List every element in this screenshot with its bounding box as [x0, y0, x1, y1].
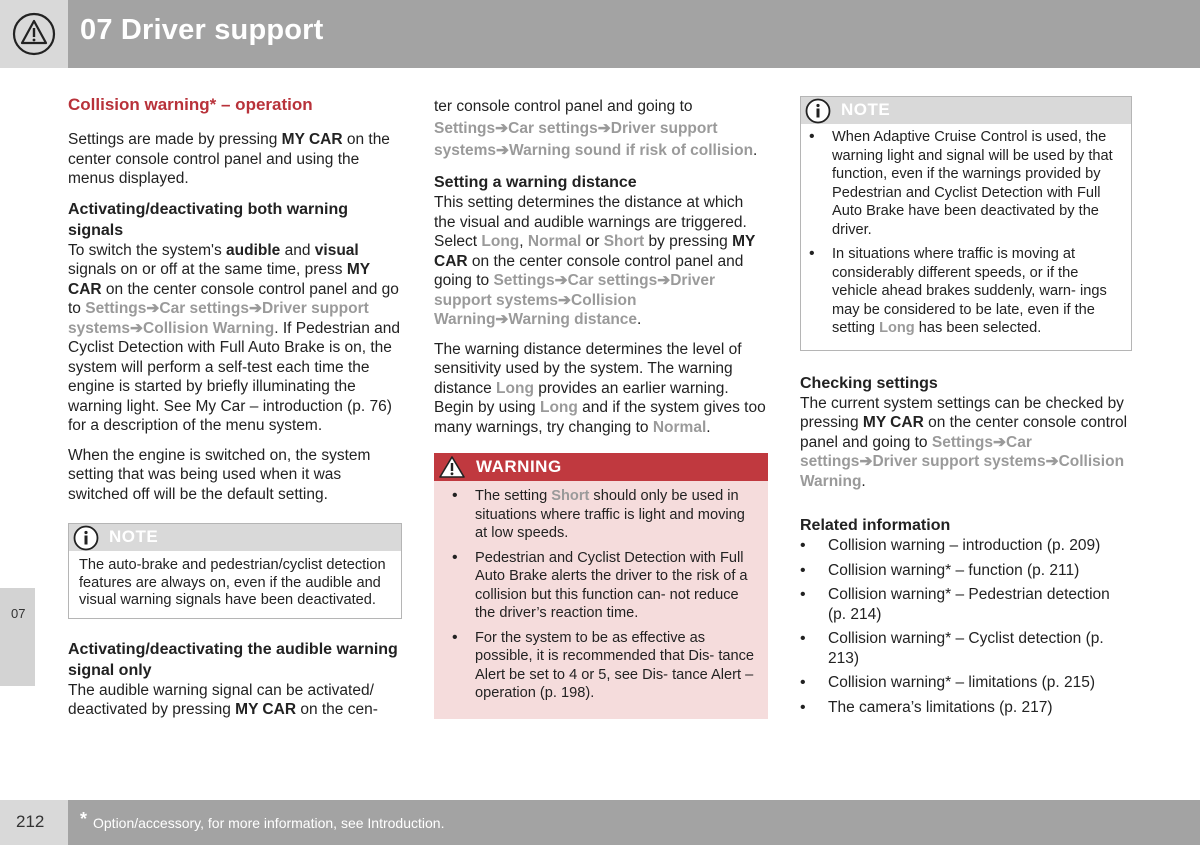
checking-settings-paragraph: The current system settings can be checked by pressing MY CAR on the center console control panel and going to Settings➔Car settings➔Driver support systems➔Collision Warning.: [800, 394, 1128, 490]
chapter-tab-label: 07: [11, 606, 26, 621]
warning-triangle-icon: [438, 455, 466, 479]
warning-body: [434, 481, 768, 719]
note-item: • In situations where traffic is moving at considerably different speeds, or if the vehicle ahead brakes suddenly, warn- ings may be considered to be late, even if the setting Long has been selected.: [801, 245, 1121, 338]
note-box: [68, 523, 402, 619]
subheading-related-info: Related information: [800, 517, 951, 534]
subheading-audible-only: Activating/deactivating the audible warning signal only: [68, 640, 398, 679]
column-3: [800, 96, 1132, 722]
related-link[interactable]: • Collision warning* – function (p. 211): [800, 561, 1132, 581]
subheading-both-signals: Activating/deactivating both warning signals: [68, 200, 349, 239]
note-label: NOTE: [841, 100, 891, 119]
section-heading: Collision warning* – operation: [68, 95, 313, 114]
column-2: [434, 96, 768, 729]
intro-paragraph: Settings are made by pressing MY CAR on the center console control panel and using the menus displayed.: [68, 131, 390, 187]
related-link[interactable]: • Collision warning* – Cyclist detection (p. 213): [800, 629, 1132, 668]
sensitivity-paragraph: The warning distance determines the level of sensitivity used by the system. The warning distance Long provides an earlier warning. Begin by using Long and if the system gives too many warnings, try changing to Normal.: [434, 340, 766, 436]
related-link[interactable]: • Collision warning* – limitations (p. 215): [800, 673, 1132, 693]
warning-item: • Pedestrian and Cyclist Detection with Full Auto Brake alerts the driver to the risk of a collision but this function can- not reduce the driver’s reaction time.: [444, 549, 758, 623]
subheading-checking-settings: Checking settings: [800, 374, 938, 392]
page-footer: [0, 800, 1200, 845]
warning-box: [434, 453, 768, 719]
default-setting-paragraph: When the engine is switched on, the system setting that was being used when it was switched off will be the default setting.: [68, 446, 371, 503]
note-header: [69, 524, 401, 551]
related-link[interactable]: • The camera’s limitations (p. 217): [800, 698, 1132, 718]
header-icon-box: [0, 0, 68, 68]
footnote-asterisk: *: [80, 809, 88, 829]
continued-paragraph: ter console control panel and going to Settings➔Car settings➔Driver support systems➔Warning sound if risk of collision.: [434, 98, 758, 159]
note-box: [800, 96, 1132, 351]
page-title: 07 Driver support: [80, 14, 324, 46]
warning-label: WARNING: [476, 457, 562, 476]
related-link[interactable]: • Collision warning – introduction (p. 209): [800, 536, 1132, 556]
note-header: [801, 97, 1131, 124]
both-signals-paragraph: To switch the system's audible and visual signals on or off at the same time, press MY CAR on the center console control panel and go to Settings➔Car settings➔Driver support systems➔Collision Warning. If Pedestrian and Cyclist Detection with Full Auto Brake is on, the system will perform a self-test each time the engine is started by briefly illuminating the warning light. See My Car – introduction (p. 76) for a description of the menu system.: [68, 241, 401, 434]
info-icon: [805, 98, 831, 124]
warning-distance-paragraph: This setting determines the distance at which the visual and audible warnings are triggered. Select Long, Normal or Short by pressing MY CAR on the center console control panel and going to Settings➔Car settings➔Driver support systems➔Collision Warning➔Warning distance.: [434, 194, 756, 328]
related-link[interactable]: • Collision warning* – Pedestrian detection (p. 214): [800, 585, 1132, 624]
warning-header: [434, 453, 768, 481]
note-item: • When Adaptive Cruise Control is used, the warning light and signal will be used by that function, even if the warnings provided by Pedestrian and Cyclist Detection with Full Auto Brake have been deactivated by the driver.: [801, 128, 1121, 239]
note-text: The auto-brake and pedestrian/cyclist detection features are always on, even if the audible and visual warning signals have been deactivated.: [79, 557, 386, 608]
warning-item: • The setting Short should only be used in situations where traffic is light and moving at low speeds.: [444, 487, 758, 543]
related-list: [800, 536, 1132, 717]
column-1: [68, 94, 402, 730]
page-number-box: [0, 800, 68, 845]
info-icon: [73, 525, 99, 551]
note-label: NOTE: [109, 527, 159, 546]
page-header: [0, 0, 1200, 68]
chapter-tab: [0, 588, 35, 686]
warning-triangle-icon: [12, 12, 56, 56]
audible-only-paragraph: The audible warning signal can be activated/ deactivated by pressing MY CAR on the cen-: [68, 681, 378, 718]
footnote-text: Option/accessory, for more information, see Introduction.: [93, 815, 445, 831]
warning-item: • For the system to be as effective as possible, it is recommended that Dis- tance Alert be set to 4 or 5, see Dis- tance Alert – operation (p. 198).: [444, 629, 758, 703]
page-number: 212: [16, 812, 45, 831]
subheading-warning-distance: Setting a warning distance: [434, 174, 637, 191]
